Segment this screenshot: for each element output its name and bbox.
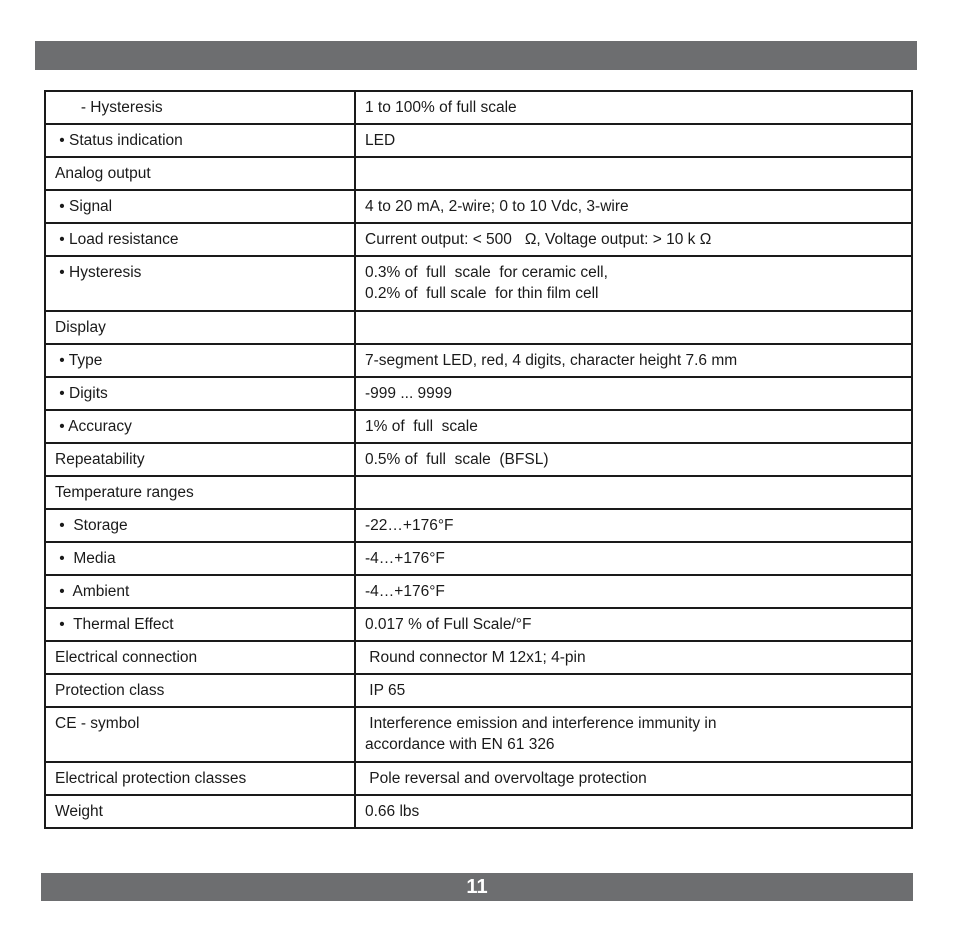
page-number: 11 bbox=[466, 876, 488, 898]
spec-section-label: Weight bbox=[55, 803, 103, 820]
spec-value: Current output: < 500 Ω, Voltage output: > 10 k Ω bbox=[365, 231, 712, 248]
spec-label: • Digits bbox=[55, 385, 108, 402]
spec-section-label: Display bbox=[55, 319, 106, 336]
spec-value: -4…+176°F bbox=[365, 550, 445, 567]
table-row bbox=[45, 707, 912, 762]
table-row bbox=[45, 608, 912, 641]
table-row bbox=[45, 223, 912, 256]
table-row bbox=[45, 377, 912, 410]
specifications-table bbox=[44, 90, 913, 829]
spec-value: Interference emission and interference immunity in accordance with EN 61 326 bbox=[365, 715, 717, 753]
table-row bbox=[45, 443, 912, 476]
spec-label: • Media bbox=[55, 550, 116, 567]
spec-label: • Signal bbox=[55, 198, 113, 215]
spec-label: • Thermal Effect bbox=[55, 616, 174, 633]
table-row bbox=[45, 157, 912, 190]
spec-value: 0.5% of full scale (BFSL) bbox=[365, 451, 549, 468]
table-row bbox=[45, 311, 912, 344]
spec-value: -999 ... 9999 bbox=[365, 385, 453, 402]
spec-label: • Hysteresis bbox=[55, 264, 142, 281]
spec-value: 1 to 100% of full scale bbox=[365, 99, 517, 116]
spec-value: 7-segment LED, red, 4 digits, character height 7.6 mm bbox=[365, 352, 738, 369]
spec-section-label: CE - symbol bbox=[55, 715, 140, 732]
table-row bbox=[45, 344, 912, 377]
spec-value: 4 to 20 mA, 2-wire; 0 to 10 Vdc, 3-wire bbox=[365, 198, 629, 215]
footer-bar bbox=[41, 873, 913, 901]
spec-value: -22…+176°F bbox=[365, 517, 454, 534]
table-row bbox=[45, 256, 912, 311]
spec-section-label: Electrical connection bbox=[55, 649, 198, 666]
spec-label: • Type bbox=[55, 352, 103, 369]
table-row bbox=[45, 641, 912, 674]
spec-value: 0.017 % of Full Scale/°F bbox=[365, 616, 532, 633]
table-row bbox=[45, 91, 912, 124]
spec-section-label: Electrical protection classes bbox=[55, 770, 247, 787]
table-row bbox=[45, 476, 912, 509]
table-row bbox=[45, 190, 912, 223]
spec-section-label: Analog output bbox=[55, 165, 151, 182]
spec-value: IP 65 bbox=[365, 682, 406, 699]
spec-value: 0.66 lbs bbox=[365, 803, 420, 820]
table-row bbox=[45, 124, 912, 157]
table-row bbox=[45, 542, 912, 575]
spec-label: • Accuracy bbox=[55, 418, 132, 435]
spec-label: • Ambient bbox=[55, 583, 130, 600]
spec-value: Round connector M 12x1; 4-pin bbox=[365, 649, 586, 666]
spec-label: • Storage bbox=[55, 517, 128, 534]
spec-value: LED bbox=[365, 132, 396, 149]
spec-value: 0.3% of full scale for ceramic cell, 0.2% of full scale for thin film cell bbox=[365, 264, 608, 302]
table-row bbox=[45, 575, 912, 608]
spec-value: -4…+176°F bbox=[365, 583, 445, 600]
spec-section-label: Protection class bbox=[55, 682, 165, 699]
table-row bbox=[45, 410, 912, 443]
table-row bbox=[45, 509, 912, 542]
spec-value: Pole reversal and overvoltage protection bbox=[365, 770, 647, 787]
spec-label: • Load resistance bbox=[55, 231, 179, 248]
table-row bbox=[45, 795, 912, 828]
spec-label: - Hysteresis bbox=[55, 99, 163, 116]
spec-section-label: Temperature ranges bbox=[55, 484, 194, 501]
table-row bbox=[45, 762, 912, 795]
spec-section-label: Repeatability bbox=[55, 451, 145, 468]
spec-label: • Status indication bbox=[55, 132, 183, 149]
table-row bbox=[45, 674, 912, 707]
spec-value: 1% of full scale bbox=[365, 418, 478, 435]
header-bar bbox=[35, 41, 917, 70]
